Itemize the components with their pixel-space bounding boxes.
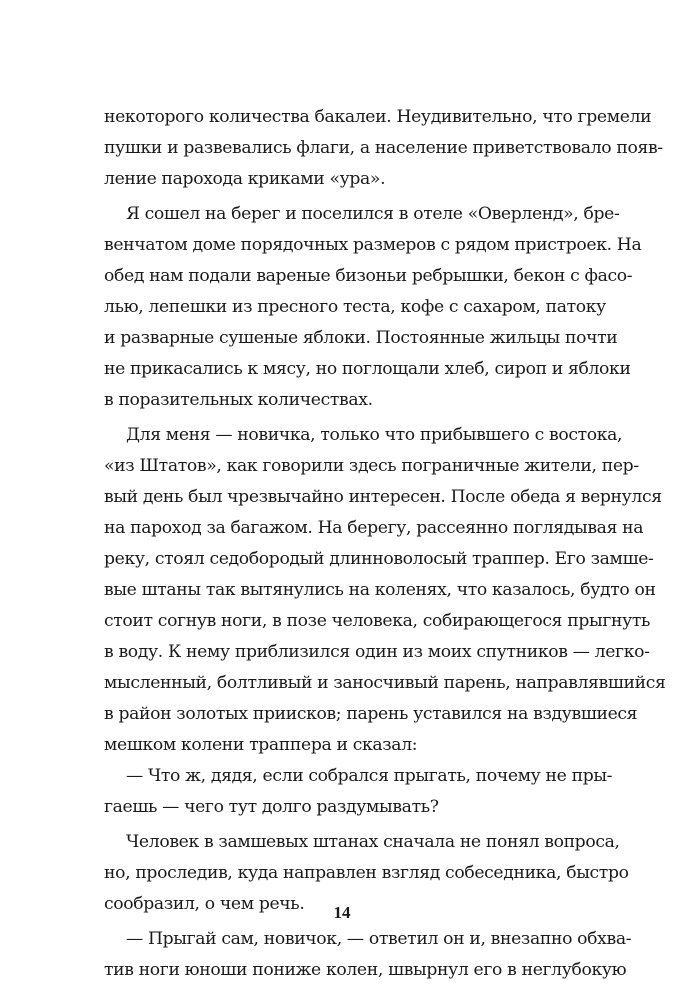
text-line: вый день был чрезвычайно интересен. После обеда я вернулся — [104, 487, 662, 507]
text-line: в воду. К нему приблизился один из моих спутников — легко- — [104, 642, 650, 662]
text-line: пушки и развевались флаги, а население приветствовало появ- — [104, 138, 663, 158]
text-line: стоит согнув ноги, в позе человека, собирающегося прыгнуть — [104, 611, 651, 631]
text-line: Я сошел на берег и поселился в отеле «Оверленд», бре- — [126, 204, 620, 224]
text-line: и разварные сушеные яблоки. Постоянные жильцы почти — [104, 328, 618, 348]
page-body — [104, 102, 666, 986]
text-line: — Что ж, дядя, если собрался прыгать, почему не пры- — [126, 766, 613, 786]
text-line: «из Штатов», как говорили здесь пограничные жители, пер- — [104, 456, 639, 476]
text-line: мысленный, болтливый и заносчивый парень, направлявшийся — [104, 673, 666, 693]
text-line: лью, лепешки из пресного теста, кофе с сахаром, патоку — [104, 297, 606, 317]
text-line: в поразительных количествах. — [104, 390, 373, 410]
text-line: реку, стоял седобородый длинноволосый траппер. Его замше- — [104, 549, 654, 569]
text-line: мешком колени траппера и сказал: — [104, 735, 418, 755]
text-line: тив ноги юноши пониже колен, швырнул его в неглубокую — [104, 960, 627, 980]
text-line: сообразил, о чем речь. — [104, 894, 305, 914]
text-line: на пароход за багажом. На берегу, рассеянно поглядывая на — [104, 518, 644, 538]
text-line: некоторого количества бакалеи. Неудивительно, что гремели — [104, 107, 652, 127]
page-number: 14 — [333, 903, 351, 922]
text-line: венчатом доме порядочных размеров с рядом пристроек. На — [104, 235, 642, 255]
text-line: обед нам подали вареные бизоньи ребрышки, бекон с фасо- — [104, 266, 633, 286]
text-line: в район золотых приисков; парень уставился на вздувшиеся — [104, 704, 638, 724]
text-line: но, проследив, куда направлен взгляд собеседника, быстро — [104, 863, 629, 883]
text-line: вые штаны так вытянулись на коленях, что казалось, будто он — [104, 580, 656, 600]
text-line: ление парохода криками «ура». — [104, 169, 386, 189]
text-line: Для меня — новичка, только что прибывшего с востока, — [126, 425, 623, 445]
text-line: — Прыгай сам, новичок, — ответил он и, внезапно обхва- — [126, 929, 632, 949]
text-line: не прикасались к мясу, но поглощали хлеб, сироп и яблоки — [104, 359, 631, 379]
text-line: гаешь — чего тут долго раздумывать? — [104, 797, 439, 817]
text-line: Человек в замшевых штанах сначала не понял вопроса, — [126, 832, 620, 852]
